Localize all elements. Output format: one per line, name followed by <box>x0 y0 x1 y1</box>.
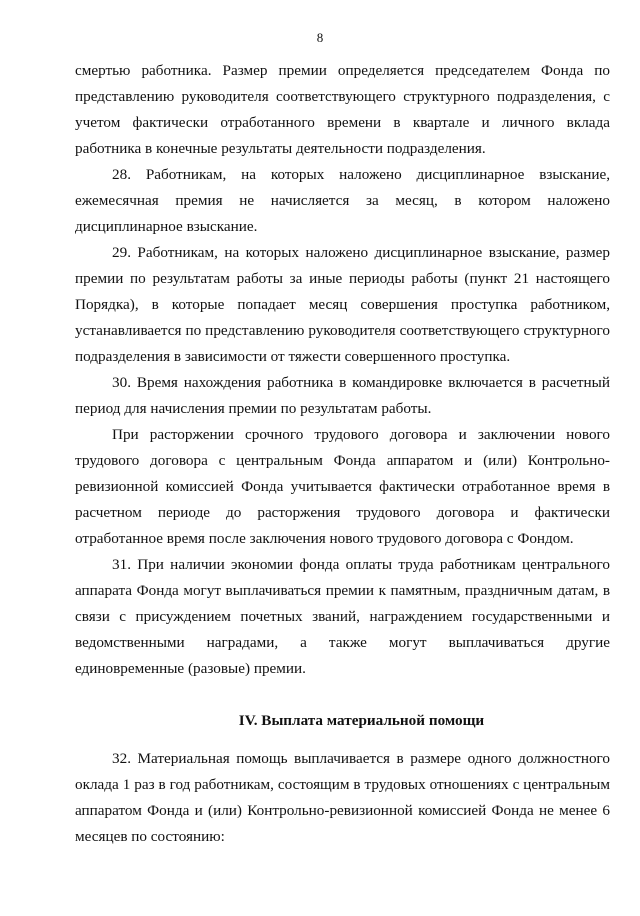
document-body <box>75 58 610 850</box>
page-number: 8 <box>316 30 324 45</box>
paragraph-31: 31. При наличии экономии фонда оплаты труда работникам центрального аппарата Фонда могут выплачиваться премии к памятным, праздничным датам, в связи с присуждением почетных званий, награждением государственными и ведомственными наградами, а также могут выплачиваться другие единовременные (разовые) премии. <box>75 556 610 677</box>
paragraph-continuation: смертью работника. Размер премии определяется председателем Фонда по представлению руководителя соответствующего структурного подразделения, с учетом фактически отработанного времени в квартале и личного вклада работника в конечные результаты деятельности подразделения. <box>75 62 610 157</box>
paragraph-32: 32. Материальная помощь выплачивается в размере одного должностного оклада 1 раз в год работникам, состоящим в трудовых отношениях с центральным аппаратом Фонда и (или) Контрольно-ревизионной комиссией Фонда не менее 6 месяцев по состоянию: <box>75 750 610 845</box>
paragraph-30-continued: При расторжении срочного трудового договора и заключении нового трудового договора с центральным Фонда аппаратом и (или) Контрольно-ревизионной комиссией Фонда учитывается фактически отработанное время в расчетном периоде до расторжения трудового договора и фактически отработанное время после заключения нового трудового договора с Фондом. <box>75 426 610 547</box>
section-title: IV. Выплата материальной помощи <box>238 712 485 729</box>
paragraph-28: 28. Работникам, на которых наложено дисциплинарное взыскание, ежемесячная премия не начисляется за месяц, в котором наложено дисциплинарное взыскание. <box>75 166 610 235</box>
paragraph-29: 29. Работникам, на которых наложено дисциплинарное взыскание, размер премии по результатам работы за иные периоды работы (пункт 21 настоящего Порядка), в которые попадает месяц совершения проступка работником, устанавливается по представлению руководителя соответствующего структурного подразделения в зависимости от тяжести совершенного проступка. <box>75 244 610 365</box>
paragraph-30: 30. Время нахождения работника в командировке включается в расчетный период для начисления премии по результатам работы. <box>75 374 610 417</box>
